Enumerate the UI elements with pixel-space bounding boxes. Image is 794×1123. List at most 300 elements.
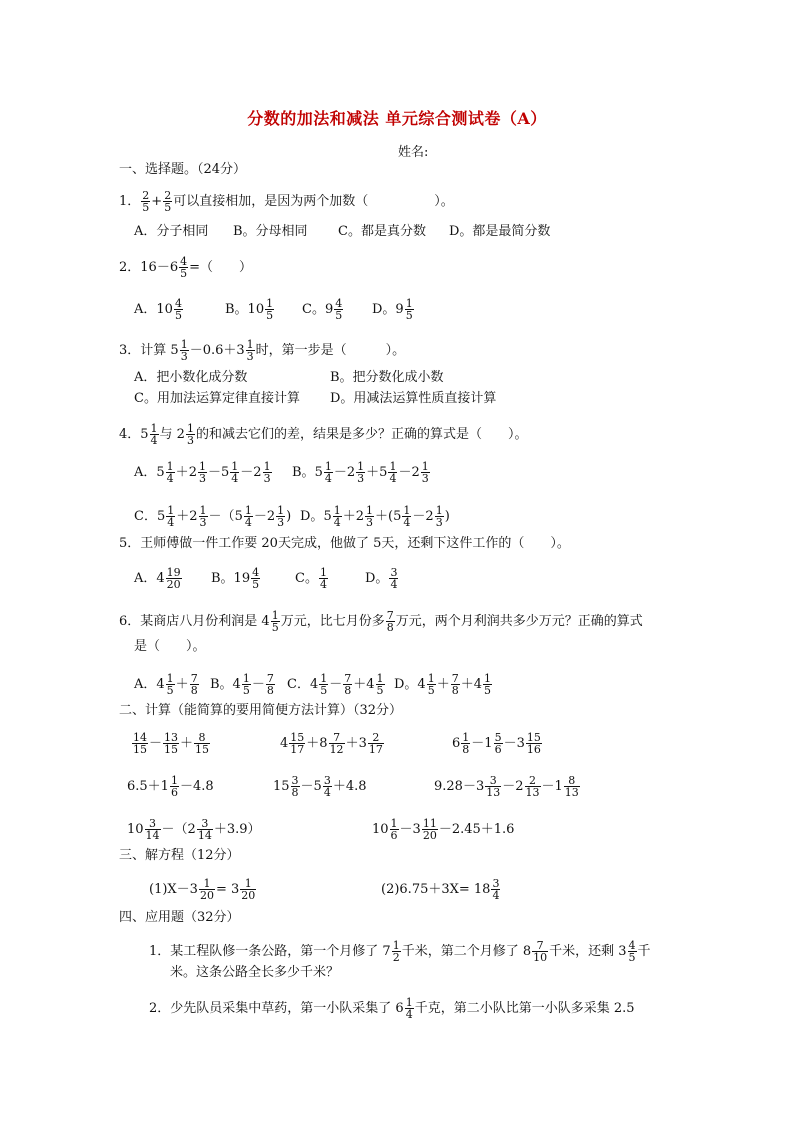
fraction [525, 775, 541, 798]
text-fragment: 2 [189, 509, 198, 524]
text-fragment: －2.45＋1.6 [438, 822, 515, 837]
fraction [564, 775, 580, 798]
text-fragment: －4.8 [179, 779, 214, 794]
denominator: 4 [405, 1008, 413, 1021]
denominator: 15 [133, 743, 147, 756]
option-b[interactable] [211, 567, 295, 590]
numerator: 4 [174, 297, 182, 310]
numerator: 4 [252, 566, 260, 579]
text-fragment: －3 [399, 822, 421, 837]
calc-3 [452, 732, 543, 755]
q1-options [134, 224, 550, 240]
text-fragment: －0.6＋3 [189, 343, 245, 358]
text-fragment: 5 [156, 509, 166, 524]
text-fragment: 10 [372, 822, 389, 837]
fraction [376, 673, 385, 696]
calc-7 [127, 818, 261, 841]
numerator: 14 [133, 731, 147, 744]
text-fragment: (1)X－3 [149, 882, 198, 897]
denominator: 5 [405, 309, 413, 322]
numerator: 1 [405, 297, 413, 310]
text-fragment: A． [134, 465, 157, 480]
denominator: 4 [333, 516, 341, 529]
fraction [174, 298, 183, 321]
denominator: 5 [174, 309, 182, 322]
calc-4 [127, 775, 214, 798]
denominator: 15 [195, 743, 210, 756]
fraction [324, 461, 333, 484]
text-fragment: －3 [503, 736, 525, 751]
text-fragment: A．4 [134, 571, 165, 586]
fraction [435, 505, 444, 528]
fraction [532, 940, 548, 963]
fraction [405, 997, 414, 1020]
text-fragment: ＋ [176, 509, 190, 524]
denominator: 4 [244, 516, 252, 529]
text-fragment: 10 [127, 822, 144, 837]
denominator: 3 [435, 516, 443, 529]
numerator: 1 [405, 996, 413, 1009]
text-fragment: ) [444, 509, 450, 524]
fraction [166, 461, 175, 484]
text-fragment: 2．少先队员采集中草药，第一小队采集了 6 [149, 1001, 404, 1016]
numerator: 7 [266, 672, 274, 685]
section-heading-word-problems: 四、应用题（32分） [119, 910, 240, 925]
text-fragment: －1 [541, 779, 563, 794]
text-fragment: C．4 [287, 677, 319, 692]
numerator: 1 [167, 504, 175, 517]
denominator: 5 [242, 684, 250, 697]
text-fragment: 2 [188, 465, 197, 480]
fraction [163, 190, 172, 213]
fraction [163, 732, 179, 755]
option-c[interactable] [287, 673, 394, 696]
text-fragment: － [207, 465, 221, 480]
denominator: 5 [166, 684, 174, 697]
denominator: 20 [422, 829, 437, 842]
fraction [179, 256, 188, 279]
denominator: 4 [166, 472, 174, 485]
option-c[interactable] [302, 298, 372, 321]
numerator: 1 [366, 504, 374, 517]
numerator: 1 [150, 422, 158, 435]
q3-options-row2 [134, 391, 496, 407]
denominator: 8 [190, 684, 198, 697]
text-fragment: 2 [425, 509, 434, 524]
numerator: 1 [166, 672, 174, 685]
denominator: 5 [335, 309, 343, 322]
text-fragment: 2 [346, 465, 356, 480]
denominator: 4 [319, 578, 327, 591]
name-label: 姓名: [398, 145, 429, 160]
fraction [343, 673, 352, 696]
text-fragment: ＋3.9） [213, 822, 261, 837]
denominator: 3 [357, 472, 365, 485]
text-fragment: ＋ [342, 509, 356, 524]
calc-8 [372, 818, 514, 841]
denominator: 3 [186, 434, 194, 447]
text-fragment: － [253, 509, 267, 524]
denominator: 3 [277, 516, 285, 529]
text-fragment: + [151, 194, 163, 209]
text-fragment: －2 [502, 779, 524, 794]
text-fragment: 6.5＋1 [127, 779, 169, 794]
fraction [251, 567, 260, 590]
numerator: 15 [290, 731, 305, 744]
fraction [402, 505, 411, 528]
text-fragment: 9.28－3 [434, 779, 485, 794]
text-fragment: 15 [273, 779, 290, 794]
numerator: 1 [403, 504, 411, 517]
fraction [166, 567, 182, 590]
numerator: 4 [335, 297, 343, 310]
text-fragment: C． [134, 509, 157, 524]
question-6-line2: 是（ ）。 [134, 639, 206, 654]
text-fragment: C。9 [302, 302, 334, 317]
option-b[interactable] [210, 673, 287, 696]
fraction [291, 775, 300, 798]
text-fragment: （ [221, 509, 235, 524]
question-5: 5．王师傅做一件工作要 20天完成，他做了 5天，还剩下这件工作的（ ）。 [119, 536, 570, 551]
numerator: 3 [201, 817, 209, 830]
numerator: 11 [422, 817, 437, 830]
q4-options-row2 [134, 505, 450, 528]
q1-number: 1． [119, 194, 141, 209]
numerator: 2 [164, 189, 172, 202]
numerator: 1 [246, 338, 254, 351]
text-fragment: B。4 [210, 677, 241, 692]
numerator: 3 [291, 774, 299, 787]
text-fragment: － [240, 465, 254, 480]
fraction [242, 673, 251, 696]
numerator: 7 [344, 672, 352, 685]
fraction [405, 298, 414, 321]
numerator: 1 [242, 672, 250, 685]
text-fragment: －（2 [161, 822, 196, 837]
fraction [483, 673, 492, 696]
fraction [230, 461, 239, 484]
numerator: 1 [435, 504, 443, 517]
text-fragment: 5 [220, 465, 230, 480]
option-d[interactable] [300, 505, 450, 528]
denominator: 4 [231, 472, 239, 485]
denominator: 5 [628, 951, 636, 964]
numerator: 13 [164, 731, 179, 744]
numerator: 1 [333, 504, 341, 517]
denominator: 3 [199, 516, 207, 529]
text-fragment: － [398, 465, 412, 480]
text-fragment: 千米，第二个月修了 8 [401, 944, 532, 959]
numerator: 1 [376, 672, 384, 685]
fraction [628, 940, 637, 963]
section-heading-choice: 一、选择题。（24分） [119, 162, 247, 177]
denominator: 4 [324, 472, 332, 485]
numerator: 7 [386, 609, 394, 622]
denominator: 5 [271, 621, 279, 634]
denominator: 3 [246, 350, 254, 363]
fraction [319, 567, 328, 590]
numerator: 1 [319, 566, 327, 579]
text-fragment: ＋ [460, 677, 474, 692]
denominator: 5 [164, 201, 172, 214]
word-problem-1-line2: 米。这条公路全长多少千米？ [170, 965, 340, 980]
numerator: 3 [323, 774, 331, 787]
fraction [451, 673, 460, 696]
numerator: 1 [392, 939, 400, 952]
fraction [333, 505, 342, 528]
denominator: 14 [197, 829, 212, 842]
text-fragment: ＋3 [345, 736, 367, 751]
text-fragment: 4 [280, 736, 289, 751]
calc-2 [280, 732, 385, 755]
text-fragment: ＋ [375, 509, 389, 524]
numerator: 8 [198, 731, 206, 744]
denominator: 8 [266, 684, 274, 697]
text-fragment: B。10 [225, 302, 265, 317]
numerator: 8 [568, 774, 576, 787]
numerator: 1 [198, 460, 206, 473]
numerator: 15 [526, 731, 541, 744]
fraction [334, 298, 343, 321]
numerator: 2 [142, 189, 150, 202]
denominator: 8 [344, 684, 352, 697]
text-fragment: ＋4.8 [332, 779, 367, 794]
text-fragment: 5 [379, 465, 388, 480]
denominator: 3 [263, 472, 271, 485]
fraction [323, 775, 332, 798]
text-fragment: － [329, 677, 343, 692]
text-fragment: A．10 [134, 302, 173, 317]
text-fragment: ＋ [436, 677, 450, 692]
option-c[interactable] [134, 505, 300, 528]
denominator: 8 [462, 743, 470, 756]
fraction [389, 567, 398, 590]
word-problem-2 [149, 997, 635, 1020]
text-fragment: 万元，两个月利润共多少万元？正确的算式 [395, 614, 643, 629]
text-fragment: 4．5 [119, 427, 149, 442]
numerator: 1 [389, 460, 397, 473]
question-3 [119, 339, 405, 362]
text-fragment: ＋ [366, 465, 380, 480]
calc-5 [273, 775, 367, 798]
fraction [329, 732, 345, 755]
calc-1: $\frac{14}{15}$ － $\frac{13}{15}$ ＋ $\frac{8}{15}$ [133, 731, 210, 756]
fraction [368, 732, 384, 755]
numerator: 1 [166, 460, 174, 473]
q5-options [134, 567, 399, 590]
option-c[interactable]: C。都是真分数 [338, 224, 426, 239]
denominator: 4 [167, 516, 175, 529]
fraction [356, 461, 365, 484]
q4-options-row1 [134, 461, 431, 484]
fraction [244, 505, 253, 528]
text-fragment: 千克，第二小队比第一小队多采集 2.5 [414, 1001, 635, 1016]
option-d[interactable] [372, 298, 415, 321]
option-a[interactable] [134, 298, 225, 321]
denominator: 20 [166, 578, 181, 591]
q3-options-row1 [134, 370, 444, 386]
fraction [421, 461, 430, 484]
text-fragment: C。 [295, 571, 318, 586]
denominator: 3 [180, 350, 188, 363]
denominator: 6 [494, 743, 502, 756]
denominator: 4 [390, 578, 398, 591]
numerator: 1 [203, 877, 211, 890]
text-fragment: D。4 [394, 677, 426, 692]
denominator: 3 [198, 472, 206, 485]
denominator: 3 [366, 516, 374, 529]
numerator: 19 [166, 566, 181, 579]
text-fragment: 3．计算 5 [119, 343, 179, 358]
option-a[interactable] [134, 567, 211, 590]
option-a[interactable]: A．把小数化成分数 [134, 370, 248, 385]
numerator: 1 [199, 504, 207, 517]
option-c[interactable] [295, 567, 365, 590]
fraction [199, 505, 208, 528]
text-fragment: 4 [473, 677, 483, 692]
text-fragment: － [208, 509, 222, 524]
question-4 [119, 423, 527, 446]
option-a[interactable]: A．分子相同 [134, 224, 209, 239]
denominator: 15 [164, 743, 179, 756]
text-fragment: 千米，还剩 3 [549, 944, 627, 959]
text-fragment: 1．某工程队修一条公路，第一个月修了 7 [149, 944, 391, 959]
fraction [266, 673, 275, 696]
text-fragment: 2 [355, 509, 365, 524]
text-fragment: ＋ [175, 677, 189, 692]
text-fragment: 时，第一步是（ ）。 [255, 343, 406, 358]
fraction [190, 673, 199, 696]
denominator: 5 [320, 684, 328, 697]
option-b[interactable]: B。把分数化成小数 [330, 370, 444, 385]
denominator: 20 [241, 889, 256, 902]
text-fragment: －5 [300, 779, 322, 794]
text-fragment: 2 [411, 465, 420, 480]
option-d[interactable]: D。都是最简分数 [449, 224, 551, 239]
fraction [132, 732, 148, 755]
numerator: 2 [372, 731, 380, 744]
text-fragment: － [251, 677, 265, 692]
fraction [365, 505, 374, 528]
numerator: 1 [271, 609, 279, 622]
text-fragment: 5 [323, 509, 332, 524]
fraction [427, 673, 436, 696]
denominator: 4 [403, 516, 411, 529]
denominator: 5 [142, 201, 150, 214]
text-fragment: － [333, 465, 347, 480]
text-fragment: D。9 [372, 302, 404, 317]
option-d[interactable] [365, 567, 399, 590]
text-fragment: 的和减去它们的差，结果是多少？正确的算式是（ ）。 [195, 427, 528, 442]
option-d[interactable]: D。用减法运算性质直接计算 [330, 391, 497, 406]
numerator: 7 [451, 672, 459, 685]
numerator: 3 [492, 877, 500, 890]
q6-options [134, 673, 493, 696]
denominator: 4 [389, 472, 397, 485]
denominator: 8 [291, 786, 299, 799]
text-fragment: B。 [292, 465, 315, 480]
text-fragment: 5 [156, 465, 165, 480]
numerator: 3 [149, 817, 157, 830]
denominator: 20 [199, 889, 214, 902]
option-a[interactable] [134, 461, 292, 484]
fraction [240, 878, 256, 901]
denominator: 4 [150, 434, 158, 447]
numerator: 1 [244, 877, 252, 890]
denominator: 6 [390, 829, 398, 842]
fraction [485, 775, 501, 798]
fraction [526, 732, 542, 755]
text-fragment: ＋ [175, 465, 189, 480]
fraction [386, 610, 395, 633]
numerator: 1 [266, 297, 274, 310]
numerator: 1 [180, 338, 188, 351]
denominator: 8 [451, 684, 459, 697]
option-a[interactable] [134, 673, 210, 696]
option-b[interactable] [225, 298, 302, 321]
equation-2 [381, 878, 501, 901]
numerator: 2 [529, 774, 536, 787]
fraction [166, 673, 175, 696]
option-d[interactable] [394, 673, 493, 696]
fraction [145, 818, 161, 841]
fraction [491, 878, 500, 901]
text-fragment: 可以直接相加，是因为两个加数（ [173, 194, 369, 209]
option-c[interactable]: C。用加法运算定律直接计算 [134, 391, 300, 406]
numerator: 1 [427, 672, 435, 685]
option-b[interactable] [292, 461, 431, 484]
denominator: 12 [329, 743, 344, 756]
denominator: 8 [386, 621, 394, 634]
denominator: 17 [368, 743, 383, 756]
numerator: 1 [324, 460, 332, 473]
denominator: 4 [492, 889, 500, 902]
text-fragment: = 3 [215, 882, 240, 897]
text-fragment: 4 [366, 677, 375, 692]
denominator: 5 [252, 578, 260, 591]
numerator: 1 [390, 817, 398, 830]
denominator: 14 [145, 829, 160, 842]
numerator: 3 [489, 774, 497, 787]
fraction [392, 940, 401, 963]
fraction [197, 818, 213, 841]
section-heading-calc: 二、计算（能简算的要用简便方法计算）（32分） [119, 703, 403, 718]
denominator: 3 [421, 472, 429, 485]
numerator: 3 [390, 566, 398, 579]
fraction [186, 423, 195, 446]
numerator: 7 [536, 939, 544, 952]
text-fragment: 5 [314, 465, 323, 480]
text-fragment: 万元，比七月份多 [280, 614, 385, 629]
text-fragment: 5 [393, 509, 402, 524]
text-fragment: ）。 [434, 194, 454, 209]
numerator: 7 [190, 672, 198, 685]
denominator: 13 [486, 786, 501, 799]
text-fragment: 6 [452, 736, 461, 751]
fraction [271, 610, 280, 633]
fraction [422, 818, 438, 841]
text-fragment: =（ ） [189, 260, 252, 275]
denominator: 13 [525, 786, 540, 799]
denominator: 16 [526, 743, 541, 756]
numerator: 7 [333, 731, 341, 744]
fraction [265, 298, 274, 321]
text-fragment: ( [388, 509, 394, 524]
denominator: 5 [427, 684, 435, 697]
fraction [494, 732, 503, 755]
option-b[interactable]: B。分母相同 [233, 224, 308, 239]
fraction [180, 339, 189, 362]
